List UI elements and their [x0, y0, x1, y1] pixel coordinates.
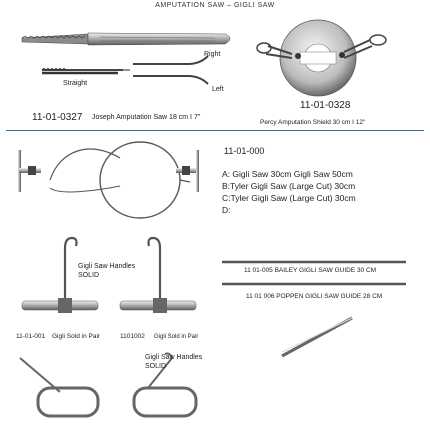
saw-guides-image — [222, 262, 406, 356]
label-right: Right — [204, 51, 221, 58]
handles-solid-label-1: Gigli Saw Handles — [78, 263, 136, 270]
gigli-item-a: A: Gigli Saw 30cm Gigli Saw 50cm — [222, 169, 353, 179]
handles-left-code: 11-01-001 — [16, 333, 46, 340]
joseph-saw-caption: Joseph Amputation Saw 18 cm I 7" — [92, 114, 201, 121]
page-title: AMPUTATION SAW – GIGLI SAW — [155, 2, 275, 9]
bailey-guide-caption: 11 01-005 BAILEY GIGLI SAW GUIDE 30 CM — [244, 267, 377, 274]
gigli-handles-solid-image — [22, 238, 196, 313]
handles-right-caption: Gigli Sold in Pair — [154, 334, 199, 340]
poppen-guide-caption: 11 01 006 POPPEN GIGLI SAW GUIDE 28 CM — [246, 293, 383, 300]
label-straight: Straight — [63, 80, 88, 87]
handles-solid-label-2: SOLID — [78, 272, 100, 279]
joseph-saw-code: 11-01-0327 — [32, 112, 83, 123]
percy-shield-image — [257, 20, 386, 96]
percy-shield-caption: Percy Amputation Shield 30 cm I 12" — [260, 119, 366, 126]
gigli-saw-image — [18, 142, 199, 218]
handles-right-code: 1101002 — [120, 333, 145, 340]
joseph-saw-image — [22, 33, 230, 45]
gigli-handles-loop-image — [20, 354, 196, 417]
handles-loop-label-1: Gigli Saw Handles — [145, 354, 203, 361]
gigli-saw-code: 11-01-000 — [224, 146, 265, 156]
handles-loop-label-2: SOLID — [145, 363, 167, 370]
gigli-item-c: C:Tyler Gigli Saw (Large Cut) 30cm — [222, 193, 356, 203]
handles-left-caption: Gigli Sold in Pair — [52, 333, 101, 340]
gigli-item-d: D: — [222, 205, 231, 215]
section-divider — [6, 130, 424, 131]
gigli-item-b: B:Tyler Gigli Saw (Large Cut) 30cm — [222, 181, 356, 191]
label-left: Left — [212, 86, 224, 93]
percy-shield-code: 11-01-0328 — [300, 100, 351, 111]
